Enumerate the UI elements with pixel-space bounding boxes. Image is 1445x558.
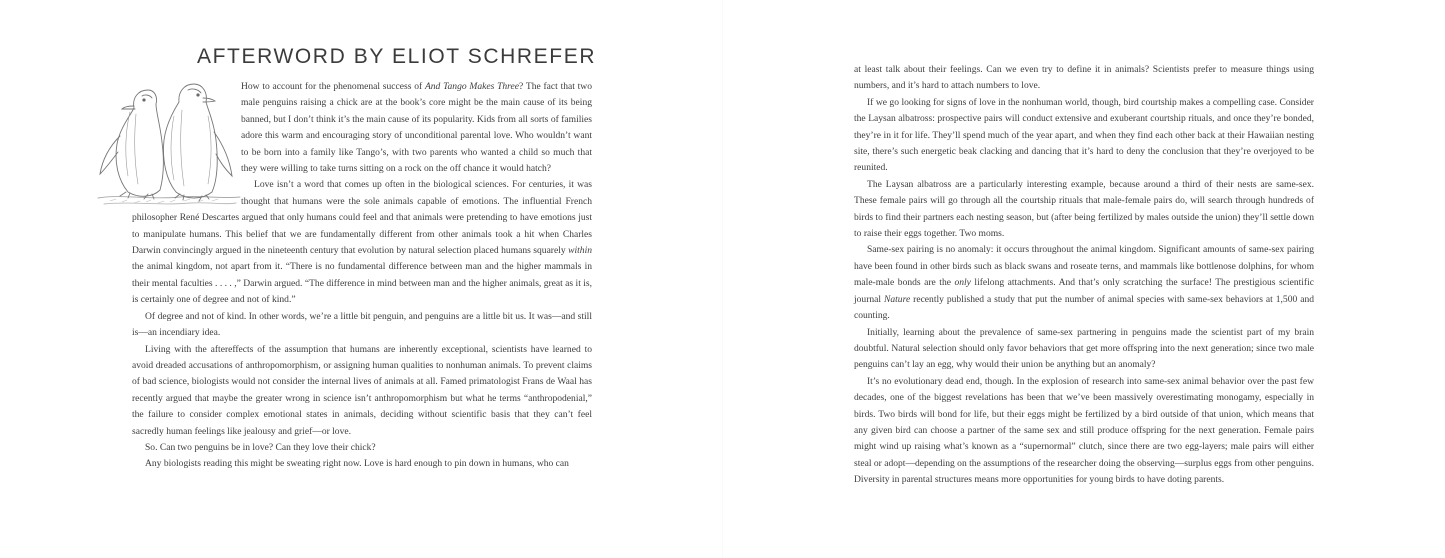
body-paragraph [132, 309, 592, 342]
text-run: Love isn’t a word that comes up often in the biological sciences. For centuries, it was thought that humans were the sole animals capable of emotions. The influential French philosopher René Descartes argued that only humans could feel and that animals were pretending to have emotions just to manipulate humans. This belief that we are fundamentally different from other animals took a hit when Charles Darwin convincingly argued in the nineteenth century that evolution by natural selection placed humans squarely [132, 179, 592, 257]
left-page [0, 0, 722, 558]
body-paragraph [854, 177, 1314, 243]
italic-text: within [568, 245, 592, 257]
text-run: the animal kingdom, not apart from it. “There is no fundamental difference between man and the higher mammals in their mental faculties . . . . ,” Darwin argued. “The difference in mind between man and the higher animals, great as it is, is certainly one of degree and not of kind.” [132, 261, 592, 306]
body-paragraph [132, 177, 592, 308]
text-run: Same-sex pairing is no anomaly: it occurs throughout the animal kingdom. Significant amounts of same-sex pairing have been found in other birds such as black swans and roseate terns, and mammals like bottlenose dolphins, for whom male-male bonds are the [854, 244, 1314, 289]
right-page [723, 0, 1445, 558]
text-run: Initially, learning about the prevalence of same-sex partnering in penguins made the scientist part of my brain doubtful. Natural selection should only favor behaviors that get more offspring into the next generation; since two male penguins can’t lay an egg, why would their union be anything but an anomaly? [854, 326, 1314, 371]
text-run: ? The fact that two male penguins raising a chick are at the book’s core might be the main cause of its being banned, but I don’t think it’s the main cause of its popularity. Kids from all sorts of families adore this warm and encouraging story of unconditional parental love. Who wouldn’t want to be born into a family like Tango’s, with two parents who wanted a child so much that they were willing to take turns sitting on a rock on the off chance it would hatch? [241, 81, 592, 175]
page-title: AFTERWORD BY ELIOT SCHREFER [197, 45, 597, 68]
text-run: Living with the aftereffects of the assumption that humans are inherently exceptional, scientists have learned to avoid dreaded accusations of anthropomorphism, or assigning human qualities to nonhuman animals. To prevent claims of bad science, biologists would not consider the internal lives of animals at all. Famed primatologist Frans de Waal has recently argued that maybe the greater wrong in science isn’t anthropomorphism but what he terms “anthropodenial,” the failure to consider complex emotional states in animals, deciding without scientific basis that they can’t feel sacredly human feelings like jealousy and grief—or love. [132, 343, 592, 437]
right-body-text [854, 62, 1314, 489]
body-paragraph [132, 440, 592, 456]
body-paragraph [854, 242, 1314, 324]
text-run: Of degree and not of kind. In other words, we’re a little bit penguin, and penguins are a little bit us. It was—and still is—an incendiary idea. [132, 310, 592, 339]
text-run: If we go looking for signs of love in the nonhuman world, though, bird courtship makes a compelling case. Consider the Laysan albatross: prospective pairs will conduct extensive and exuberant courtship rituals, and once they’re bonded, they’re in it for life. They’ll spend much of the year apart, and when they find each other back at their Hawaiian nesting site, there’s such energetic beak clacking and dancing that it’s hard to deny the conclusion that they’re overjoyed to be reunited. [854, 96, 1314, 174]
italic-text: only [954, 277, 971, 289]
text-run: lifelong attachments. And that’s only scratching the surface! The prestigious scientific journal [854, 277, 1314, 305]
text-run: at least talk about their feelings. Can we even try to define it in animals? Scientists prefer to measure things using numbers, and it’s hard to attach numbers to love. [854, 64, 1314, 92]
body-paragraph [854, 95, 1314, 177]
body-paragraph [854, 374, 1314, 489]
body-paragraph [132, 456, 592, 472]
body-paragraph [854, 325, 1314, 374]
body-paragraph [854, 62, 1314, 95]
text-run: recently published a study that put the number of animal species with same-sex behaviors at 1,500 and counting. [854, 293, 1314, 322]
text-run: Any biologists reading this might be sweating right now. Love is hard enough to pin down in humans, who can [145, 458, 569, 470]
body-paragraph [132, 342, 592, 440]
text-run: It’s no evolutionary dead end, though. In the explosion of research into same-sex animal behavior over the past few decades, one of the biggest revelations has been that we’ve been massively overestimating monogamy, especially in birds. Two birds will bond for life, but their eggs might be fertilized by a bird outside of that union, which means that any given bird can choose a partner of the same sex and still produce offspring for the next generation. Female pairs might wind up raising what’s known as a “supernormal” clutch, since there are two egg-layers; male pairs will either steal or adopt—depending on the assumptions of the researcher doing the observing—surplus eggs from other penguins. Diversity in parental structures means more opportunities for young birds to have doting parents. [854, 375, 1314, 486]
text-run: So. Can two penguins be in love? Can they love their chick? [145, 441, 376, 453]
italic-text: And Tango Makes Three [424, 81, 520, 92]
text-run: How to account for the phenomenal success of [241, 81, 425, 92]
text-run: The Laysan albatross are a particularly interesting example, because around a third of their nests are same-sex. These female pairs will go through all the courtship rituals that male-female pairs do, will search through hundreds of birds to find their partners each nesting season, but (after being fertilized by males outside the union) they’ll settle down to raise their eggs together. Two moms. [854, 178, 1314, 240]
italic-text: Nature [884, 293, 911, 305]
left-body-text [132, 79, 592, 473]
